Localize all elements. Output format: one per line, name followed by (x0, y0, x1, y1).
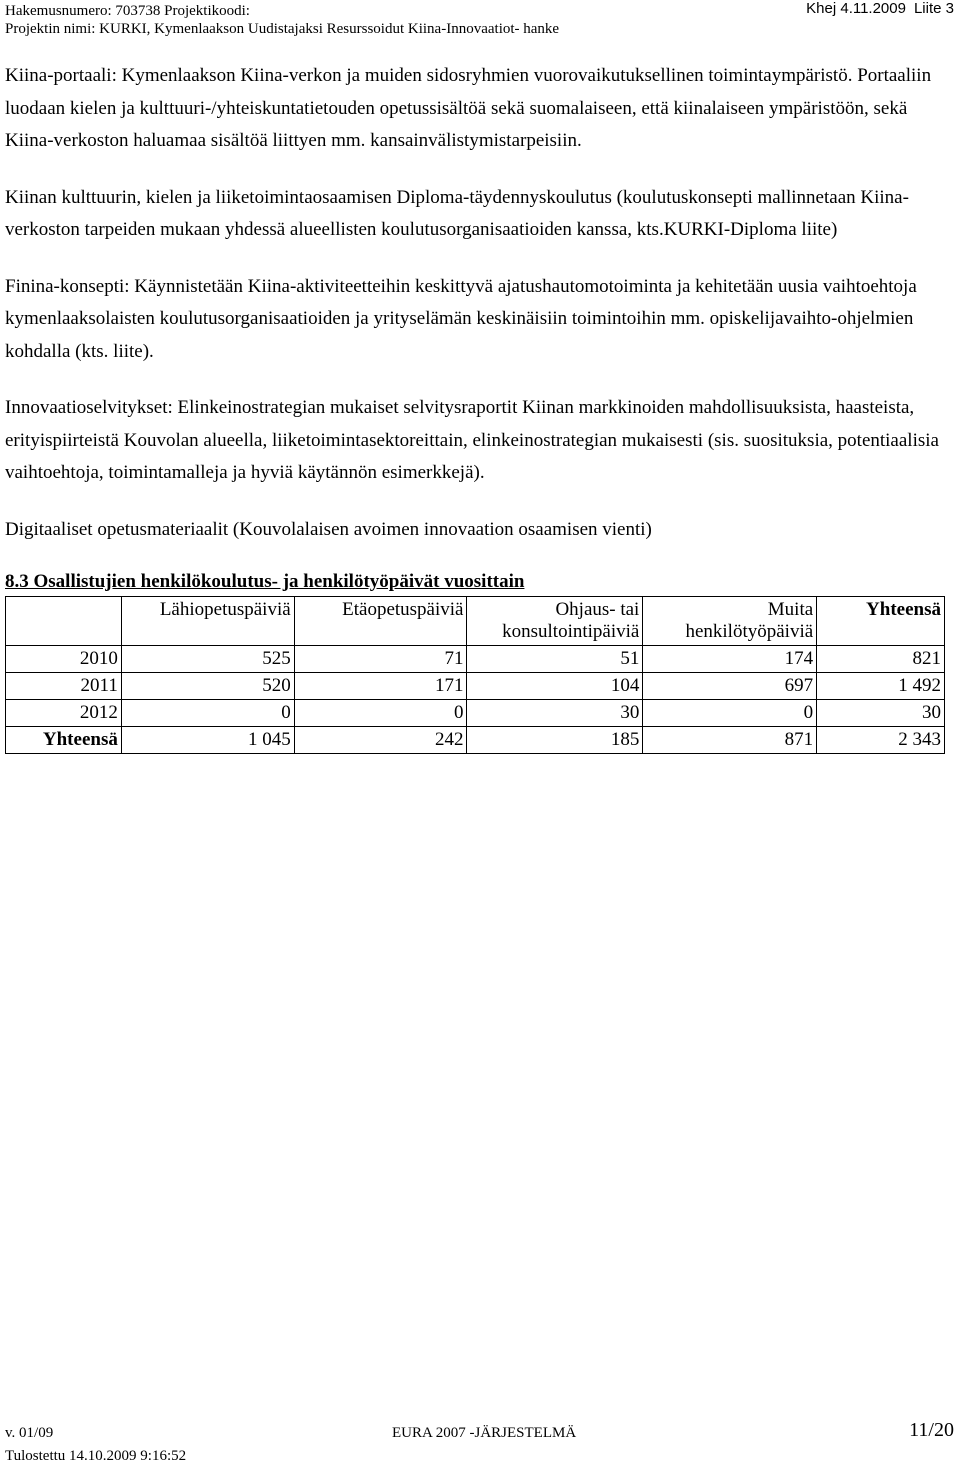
table-header-cell: Ohjaus- tai konsultointipäiviä (467, 597, 643, 646)
document-header (5, 2, 559, 38)
section-title: 8.3 Osallistujien henkilökoulutus- ja henkilötyöpäivät vuosittain (5, 571, 525, 592)
table-header-cell: Yhteensä (817, 597, 945, 646)
table-total-row (6, 727, 945, 754)
table-cell: 871 (643, 727, 817, 754)
application-number: Hakemusnumero: 703738 Projektikoodi: (5, 3, 250, 19)
table-cell: 174 (643, 646, 817, 673)
status-label: Khej 4.11.2009 (806, 0, 906, 17)
table-cell: 2012 (6, 700, 122, 727)
table-cell: 0 (643, 700, 817, 727)
table-header-cell (6, 597, 122, 646)
table-cell: 242 (294, 727, 467, 754)
footer-version: v. 01/09 (5, 1425, 54, 1441)
table-cell: 1 045 (121, 727, 294, 754)
page-number: 11/20 (909, 1419, 954, 1441)
main-content (5, 60, 955, 754)
table-cell: 525 (121, 646, 294, 673)
table-cell: 104 (467, 673, 643, 700)
paragraph-innovation: Innovaatioselvitykset: Elinkeinostrategian mukaiset selvitysraportit Kiinan markkinoiden mahdollisuuksista, haasteista, erityispiirteistä Kouvolan alueella, liiketoimintasektoreittain, elinkeinostrategian mukaisesti (sis. suosituksia, potentiaalisia vaihtoehtoja, toimintamalleja ja hyviä käytännön esimerkkejä). (5, 397, 939, 483)
table-row (6, 700, 945, 727)
paragraph-finina: Finina-konsepti: Käynnistetään Kiina-aktiviteetteihin keskittyvä ajatushautomotoiminta ja kehitetään uusia vaihtoehtoja kymenlaaksolaisten koulutusorganisaatioiden ja yrityselämän keskinäisiin toimintoihin mm. opiskelijavaihto-ohjelmien kohdalla (kts. liite). (5, 275, 917, 362)
paragraph-diploma: Kiinan kulttuurin, kielen ja liiketoimintaosaamisen Diploma-täydennyskoulutus (koulutuskonsepti mallinnetaan Kiina-verkoston tarpeiden mukaan yhdessä alueellisten koulutusorganisaatioiden kanssa, kts.KURKI-Diploma liite) (5, 186, 909, 240)
project-name: Projektin nimi: KURKI, Kymenlaakson Uudistajaksi Resurssoidut Kiina-Innovaatiot- hanke (5, 21, 560, 37)
footer-system: EURA 2007 -JÄRJESTELMÄ (392, 1425, 577, 1441)
table-cell: 520 (121, 673, 294, 700)
table-header-cell: Lähiopetuspäiviä (121, 597, 294, 646)
table-cell: 0 (121, 700, 294, 727)
table-cell: 697 (643, 673, 817, 700)
paragraph-china-portal: Kiina-portaali: Kymenlaakson Kiina-verkon ja muiden sidosryhmien vuorovaikutuksellinen toimintaympäristö. Portaaliin luodaan kielen ja kulttuuri-/yhteiskuntatietouden opetussisältöä sekä suomalaiseen, että kiinalaiseen ympäristöön, sekä Kiina-verkoston haluamaa sisältöä liittyen mm. kansainvälistymistarpeisiin. (5, 65, 932, 151)
table-cell: 2 343 (817, 727, 945, 754)
appendix-label: Liite 3 (913, 0, 954, 17)
table-cell: 30 (817, 700, 945, 727)
table-cell: 2011 (6, 673, 122, 700)
table-header-cell: Muita henkilötyöpäiviä (643, 597, 817, 646)
table-cell: 30 (467, 700, 643, 727)
table-cell: Yhteensä (6, 727, 122, 754)
table-cell: 171 (294, 673, 467, 700)
header-status (798, 0, 954, 17)
table-cell: 821 (817, 646, 945, 673)
table-cell: 1 492 (817, 673, 945, 700)
training-days-table (5, 596, 945, 754)
printed-timestamp: Tulostettu 14.10.2009 9:16:52 (5, 1448, 187, 1464)
table-cell: 185 (467, 727, 643, 754)
table-header-row (6, 597, 945, 646)
table-cell: 2010 (6, 646, 122, 673)
table-row (6, 673, 945, 700)
table-row (6, 646, 945, 673)
table-cell: 51 (467, 646, 643, 673)
table-cell: 71 (294, 646, 467, 673)
paragraph-digital-materials: Digitaaliset opetusmateriaalit (Kouvolalaisen avoimen innovaation osaamisen vienti) (5, 518, 652, 540)
table-cell: 0 (294, 700, 467, 727)
table-header-cell: Etäopetuspäiviä (294, 597, 467, 646)
